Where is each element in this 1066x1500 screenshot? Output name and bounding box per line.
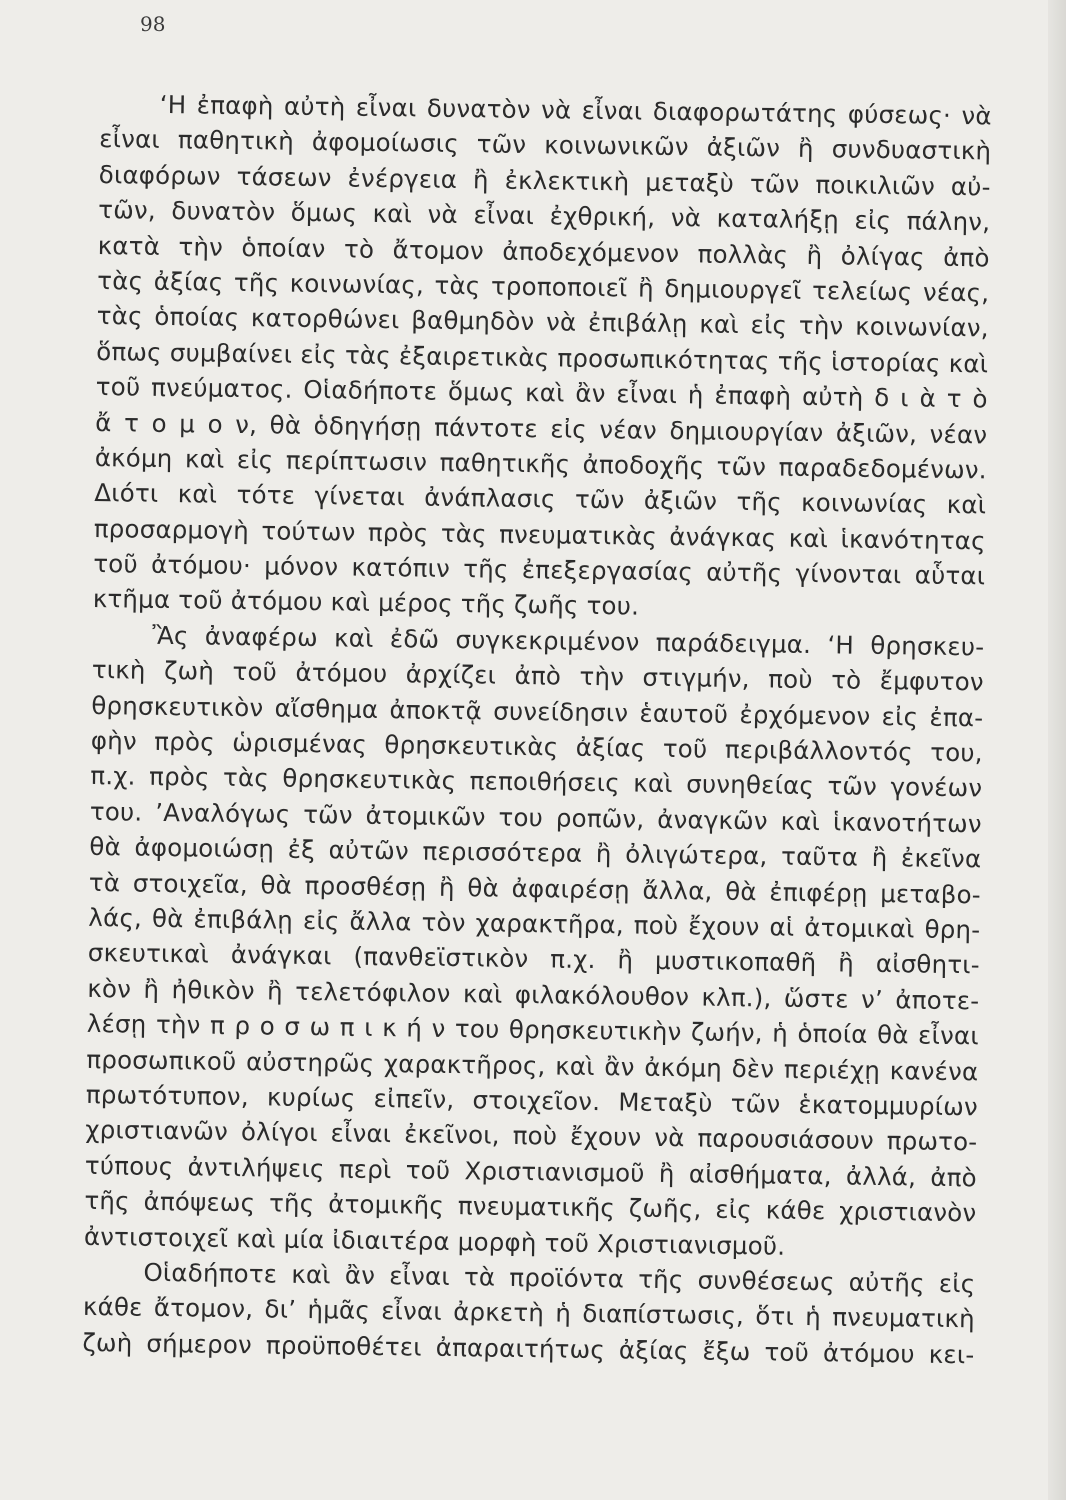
text-line: τὰς ὁποίας κατορθώνει βαθμηδὸν νὰ ἐπιβάλῃ καὶ εἰς τὴν κοινωνίαν, <box>96 301 989 343</box>
page-edge <box>1048 0 1066 1500</box>
paragraph-2 <box>84 617 985 1266</box>
text-line: τοῦ πνεύματος. Οἱαδήποτε ὅμως καὶ ἂν εἶναι ἡ ἐπαφὴ αὐτὴ δ ι ὰ τ ὸ <box>95 372 988 414</box>
text-line: θρησκευτικὸν αἴσθημα ἀποκτᾷ συνείδησιν ἑαυτοῦ ἐρχόμενον εἰς ἐπα- <box>91 690 984 733</box>
text-line: λάς, θὰ ἐπιβάλῃ εἰς ἄλλα τὸν χαρακτῆρα, ποὺ ἔχουν αἱ ἀτομικαὶ θρη- <box>88 902 981 945</box>
text-line: Οἱαδήποτε καὶ ἂν εἶναι τὰ προϊόντα τῆς συνθέσεως αὐτῆς εἰς <box>143 1257 976 1299</box>
text-line: φὴν πρὸς ὡρισμένας θρησκευτικὰς ἀξίας τοῦ περιβάλλοντός του, <box>90 725 983 768</box>
text-line: τοῦ ἀτόμου· μόνον κατόπιν τῆς ἐπεξεργασίας αὐτῆς γίνονται αὗται <box>93 549 986 591</box>
text-line: κατὰ τὴν ὁποίαν τὸ ἄτομον ἀποδεχόμενον πολλὰς ἢ ὀλίγας ἀπὸ <box>97 230 990 272</box>
text-line: Ἂς ἀναφέρω καὶ ἐδῶ συγκεκριμένον παράδειγμα. ‘Η θρησκευ- <box>152 620 985 662</box>
text-line: τύπους ἀντιλήψεις περὶ τοῦ Χριστιανισμοῦ ἢ αἰσθήματα, ἀλλά, ἀπὸ <box>84 1150 978 1193</box>
text-line: λέσῃ τὴν π ρ ο σ ω π ι κ ή ν του θρησκευτικὴν ζωήν, ἡ ὁποία θὰ εἶναι <box>86 1009 980 1051</box>
text-line: Διότι καὶ τότε γίνεται ἀνάπλασις τῶν ἀξιῶν τῆς κοινωνίας καὶ <box>94 478 987 520</box>
text-line: π.χ. πρὸς τὰς θρησκευτικὰς πεποιθήσεις καὶ συνηθείας τῶν γονέων <box>90 761 983 803</box>
text-line: κάθε ἄτομον, δι’ ἡμᾶς εἶναι ἀρκετὴ ἡ διαπίστωσις, ὅτι ἡ πνευματικὴ <box>82 1292 976 1334</box>
text-line: προσαρμογὴ τούτων πρὸς τὰς πνευματικὰς ἀνάγκας καὶ ἱκανότητας <box>93 513 986 556</box>
text-line: τῆς ἀπόψεως τῆς ἀτομικῆς πνευματικῆς ζωῆς, εἰς κάθε χριστιανὸν <box>84 1186 977 1228</box>
page-number: 98 <box>140 12 166 36</box>
text-line: ἄ τ ο μ ο ν, θὰ ὁδηγήσῃ πάντοτε εἰς νέαν δημιουργίαν ἀξιῶν, νέαν <box>95 407 988 449</box>
text-line: τῶν, δυνατὸν ὅμως καὶ νὰ εἶναι ἐχθρική, νὰ καταλήξῃ εἰς πάλην, <box>98 195 991 237</box>
text-line: τὰς ἀξίας τῆς κοινωνίας, τὰς τροποποιεῖ ἢ δημιουργεῖ τελείως νέας, <box>97 265 990 308</box>
text-line: ὅπως συμβαίνει εἰς τὰς ἐξαιρετικὰς προσωπικότητας τῆς ἱστορίας καὶ <box>96 336 989 379</box>
text-line: πρωτότυπον, κυρίως εἰπεῖν, στοιχεῖον. Μεταξὺ τῶν ἑκατομμυρίων <box>85 1079 979 1122</box>
text-line: τὰ στοιχεῖα, θὰ προσθέσῃ ἢ θὰ ἀφαιρέσῃ ἄλλα, θὰ ἐπιφέρῃ μεταβο- <box>88 867 982 909</box>
text-line: χριστιανῶν ὀλίγοι εἶναι ἐκεῖνοι, ποὺ ἔχουν νὰ παρουσιάσουν πρωτο- <box>85 1115 978 1157</box>
text-line: εἶναι παθητικὴ ἀφομοίωσις τῶν κοινωνικῶν ἀξιῶν ἢ συνδυαστικὴ <box>99 124 992 166</box>
text-line: κτῆμα τοῦ ἀτόμου καὶ μέρος τῆς ζωῆς του. <box>92 584 640 622</box>
text-line: προσωπικοῦ αὐστηρῶς χαρακτῆρος, καὶ ἂν ἀκόμη δὲν περιέχῃ κανένα <box>86 1044 979 1086</box>
text-line: διαφόρων τάσεων ἐνέργεια ἢ ἐκλεκτικὴ μεταξὺ τῶν ποικιλιῶν αὐ- <box>98 159 991 202</box>
paragraph-3 <box>82 1254 975 1373</box>
paragraph-1 <box>93 86 992 629</box>
text-line: θὰ ἀφομοιώσῃ ἐξ αὐτῶν περισσότερα ἢ ὀλιγώτερα, ταῦτα ἢ ἐκεῖνα <box>89 832 982 874</box>
text-line: κὸν ἢ ἠθικὸν ἢ τελετόφιλον καὶ φιλακόλουθον κλπ.), ὥστε ν’ ἀποτε- <box>87 973 980 1016</box>
text-line: ‘Η ἐπαφὴ αὐτὴ εἶναι δυνατὸν νὰ εἶναι διαφορωτάτης φύσεως· νὰ <box>159 89 992 131</box>
text-line: ἀκόμη καὶ εἰς περίπτωσιν παθητικῆς ἀποδοχῆς τῶν παραδεδομένων. <box>94 442 987 485</box>
text-line: ἀντιστοιχεῖ καὶ μία ἰδιαιτέρα μορφὴ τοῦ Χριστιανισμοῦ. <box>83 1221 786 1261</box>
text-line: σκευτικαὶ ἀνάγκαι (πανθεϊστικὸν π.χ. ἢ μυστικοπαθῆ ἢ αἰσθητι- <box>87 938 981 980</box>
body-text <box>82 86 992 1372</box>
text-line: ζωὴ σήμερον προϋποθέτει ἀπαραιτήτως ἀξίας ἔξω τοῦ ἀτόμου κει- <box>82 1327 975 1370</box>
text-line: του. ’Αναλόγως τῶν ἀτομικῶν του ροπῶν, ἀναγκῶν καὶ ἱκανοτήτων <box>89 796 982 839</box>
text-line: τικὴ ζωὴ τοῦ ἀτόμου ἀρχίζει ἀπὸ τὴν στιγμήν, ποὺ τὸ ἔμφυτον <box>91 655 984 697</box>
